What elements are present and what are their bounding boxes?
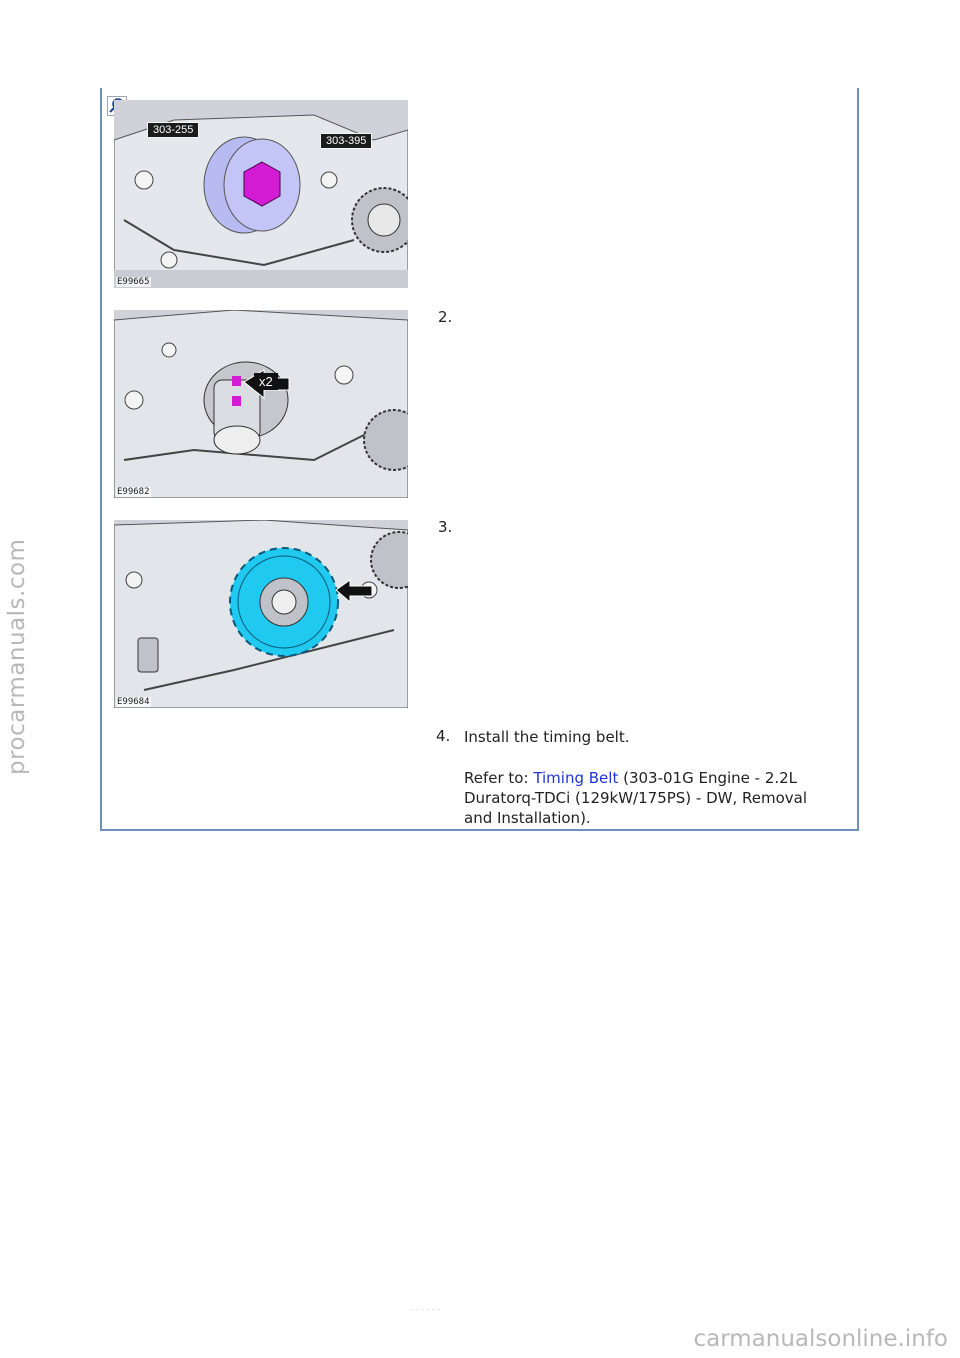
illustration-code: E99665 [117, 277, 150, 287]
step-number: 3. [438, 518, 453, 536]
step-instruction: Install the timing belt. [464, 728, 630, 746]
refer-rest: (303-01G Engine - 2.2L [618, 769, 798, 787]
refer-rest: and Installation). [464, 809, 591, 827]
callout-label: x2 [254, 373, 278, 390]
timing-belt-link[interactable]: Timing Belt [533, 769, 619, 787]
step-number: 2. [438, 308, 453, 326]
callout-label: 303-395 [320, 133, 372, 149]
refer-rest: Duratorq-TDCi (129kW/175PS) - DW, Removal [464, 789, 808, 807]
illustration-tool-install [114, 100, 408, 288]
page-footer: - - - - - - [410, 1305, 441, 1314]
illustration-code: E99682 [117, 487, 150, 497]
refer-prefix: Refer to: [464, 769, 534, 787]
callout-label: 303-255 [147, 122, 199, 138]
watermark-bottom: carmanualsonline.info [693, 1326, 948, 1352]
illustration-sprocket [114, 520, 408, 708]
illustration-bolts [114, 310, 408, 498]
illustration-code: E99684 [117, 697, 150, 707]
step-number: 4. [436, 727, 451, 745]
watermark-side: procarmanuals.com [4, 538, 30, 775]
refer-to [464, 768, 854, 828]
